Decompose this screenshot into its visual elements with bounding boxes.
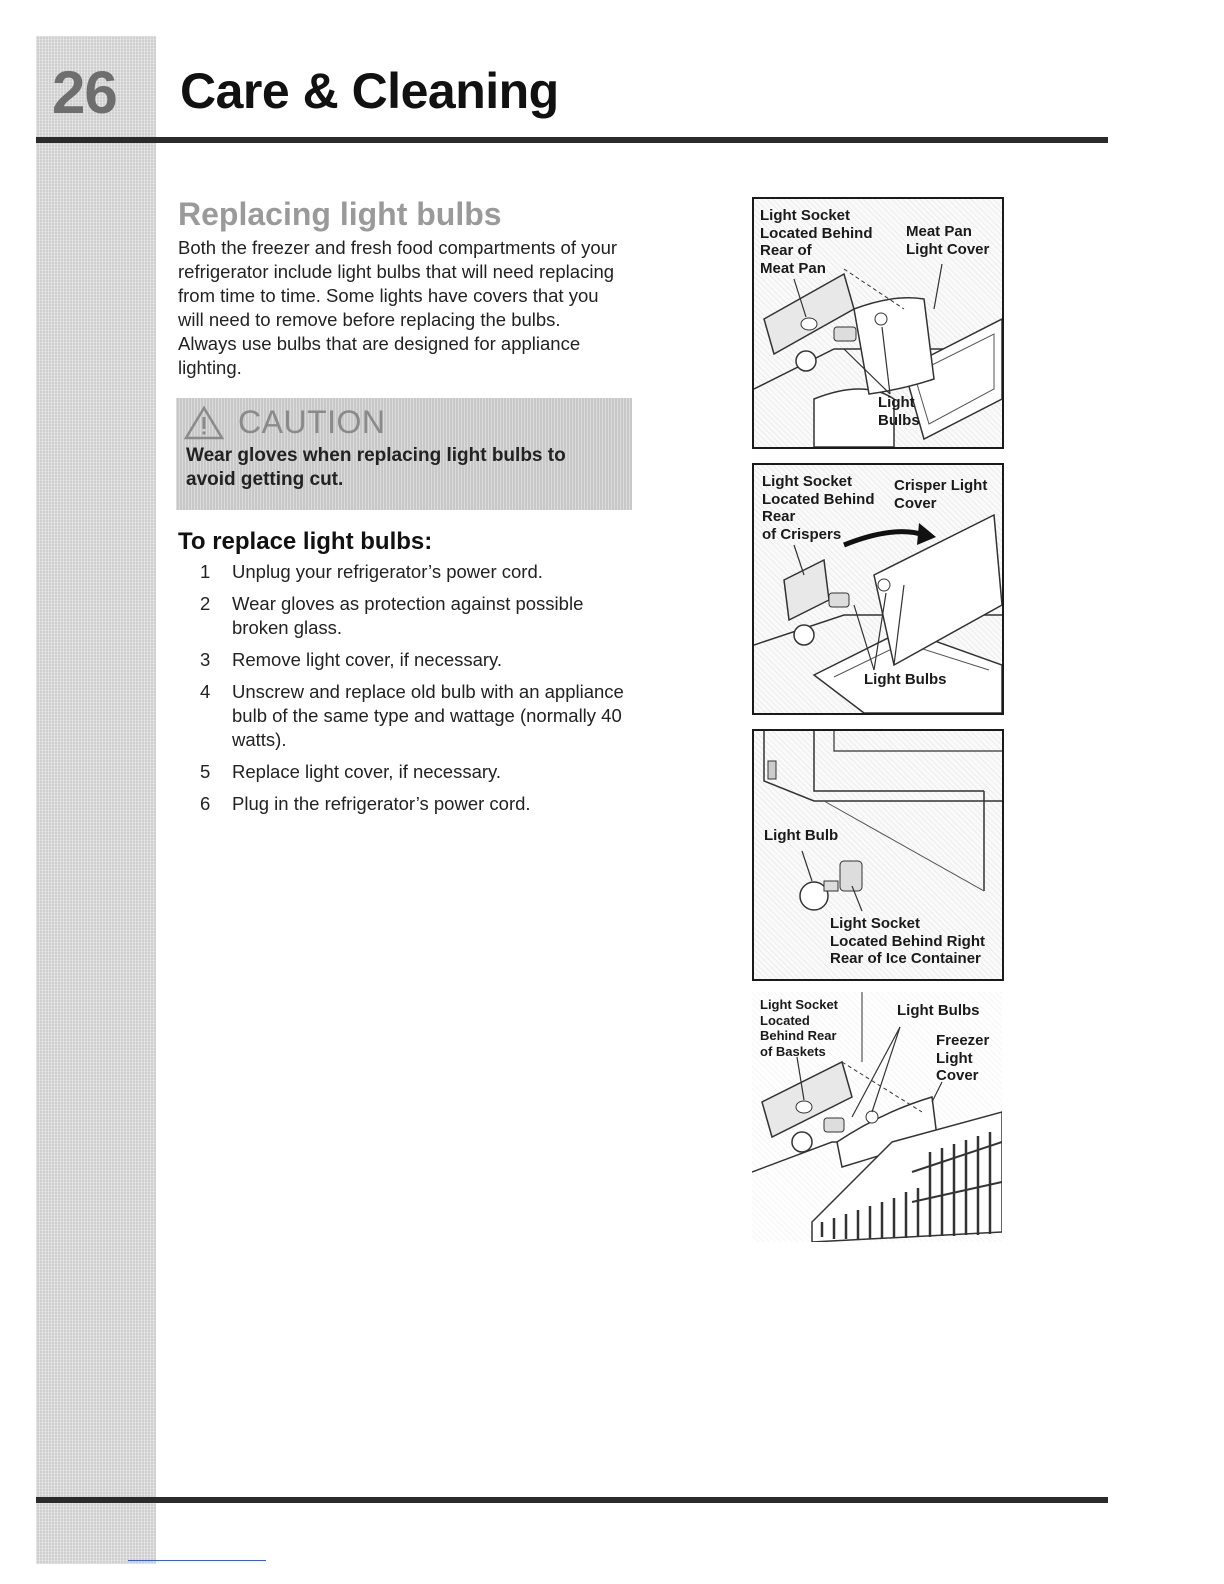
caution-header — [184, 404, 386, 441]
ice-socket-label: Light Socket Located Behind Right Rear of Ice Container — [830, 915, 985, 967]
freezer-socket-label: Light Socket Located Behind Rear of Baskets — [760, 997, 839, 1059]
crispers-socket-label: Light Socket Located Behind Rear of Crispers — [762, 473, 875, 543]
warning-triangle-icon — [184, 406, 224, 440]
bottom-rule — [36, 1497, 1108, 1503]
steps-heading: To replace light bulbs: — [178, 528, 433, 555]
meat-pan-cover-label: Meat Pan Light Cover — [906, 223, 990, 258]
steps-list — [200, 560, 640, 824]
caution-box — [176, 398, 632, 510]
step-item — [200, 648, 640, 672]
step-number: 6 — [200, 793, 211, 814]
page-number: 26 — [52, 59, 117, 126]
step-text: Wear gloves as protection against possible broken glass. — [232, 593, 584, 638]
top-rule — [36, 137, 1108, 143]
step-text: Remove light cover, if necessary. — [232, 649, 503, 670]
figure-crispers — [752, 463, 1004, 715]
step-number: 2 — [200, 593, 211, 614]
page-title: Care & Cleaning — [180, 63, 559, 119]
side-band — [36, 36, 156, 1564]
caution-text: Wear gloves when replacing light bulbs to avoid getting cut. — [186, 445, 566, 490]
step-text: Unplug your refrigerator’s power cord. — [232, 561, 543, 582]
intro-paragraph: Both the freezer and fresh food compartments of your refrigerator include light bulbs that will need replacing from time to time. Some lights have covers that you will need to remove before replacing the bulbs. Always use bulbs that are designed for appliance lighting. — [178, 237, 618, 378]
step-item — [200, 792, 640, 816]
step-item — [200, 592, 640, 640]
meat-pan-socket-label: Light Socket Located Behind Rear of Meat Pan — [760, 207, 873, 277]
footer-line — [128, 1560, 266, 1561]
step-number: 1 — [200, 561, 211, 582]
freezer-bulbs-label: Light Bulbs — [897, 1002, 980, 1019]
step-number: 3 — [200, 649, 211, 670]
figure-ice-container — [752, 729, 1004, 981]
crispers-cover-label: Crisper Light Cover — [894, 477, 988, 512]
section-heading: Replacing light bulbs — [178, 196, 502, 232]
caution-title: CAUTION — [238, 404, 386, 440]
step-text: Unscrew and replace old bulb with an appliance bulb of the same type and wattage (normally 40 watts). — [232, 681, 624, 750]
step-number: 4 — [200, 681, 211, 702]
crispers-bulbs-label: Light Bulbs — [864, 671, 947, 688]
step-text: Plug in the refrigerator’s power cord. — [232, 793, 531, 814]
figure-freezer-baskets — [752, 992, 1002, 1242]
step-text: Replace light cover, if necessary. — [232, 761, 502, 782]
meat-pan-bulbs-label: Light Bulbs — [878, 394, 920, 429]
step-number: 5 — [200, 761, 211, 782]
step-item — [200, 680, 640, 752]
figure-meat-pan — [752, 197, 1004, 449]
step-item — [200, 760, 640, 784]
ice-bulb-label: Light Bulb — [764, 827, 839, 844]
freezer-cover-label: Freezer Light Cover — [936, 1032, 990, 1084]
step-item — [200, 560, 640, 584]
